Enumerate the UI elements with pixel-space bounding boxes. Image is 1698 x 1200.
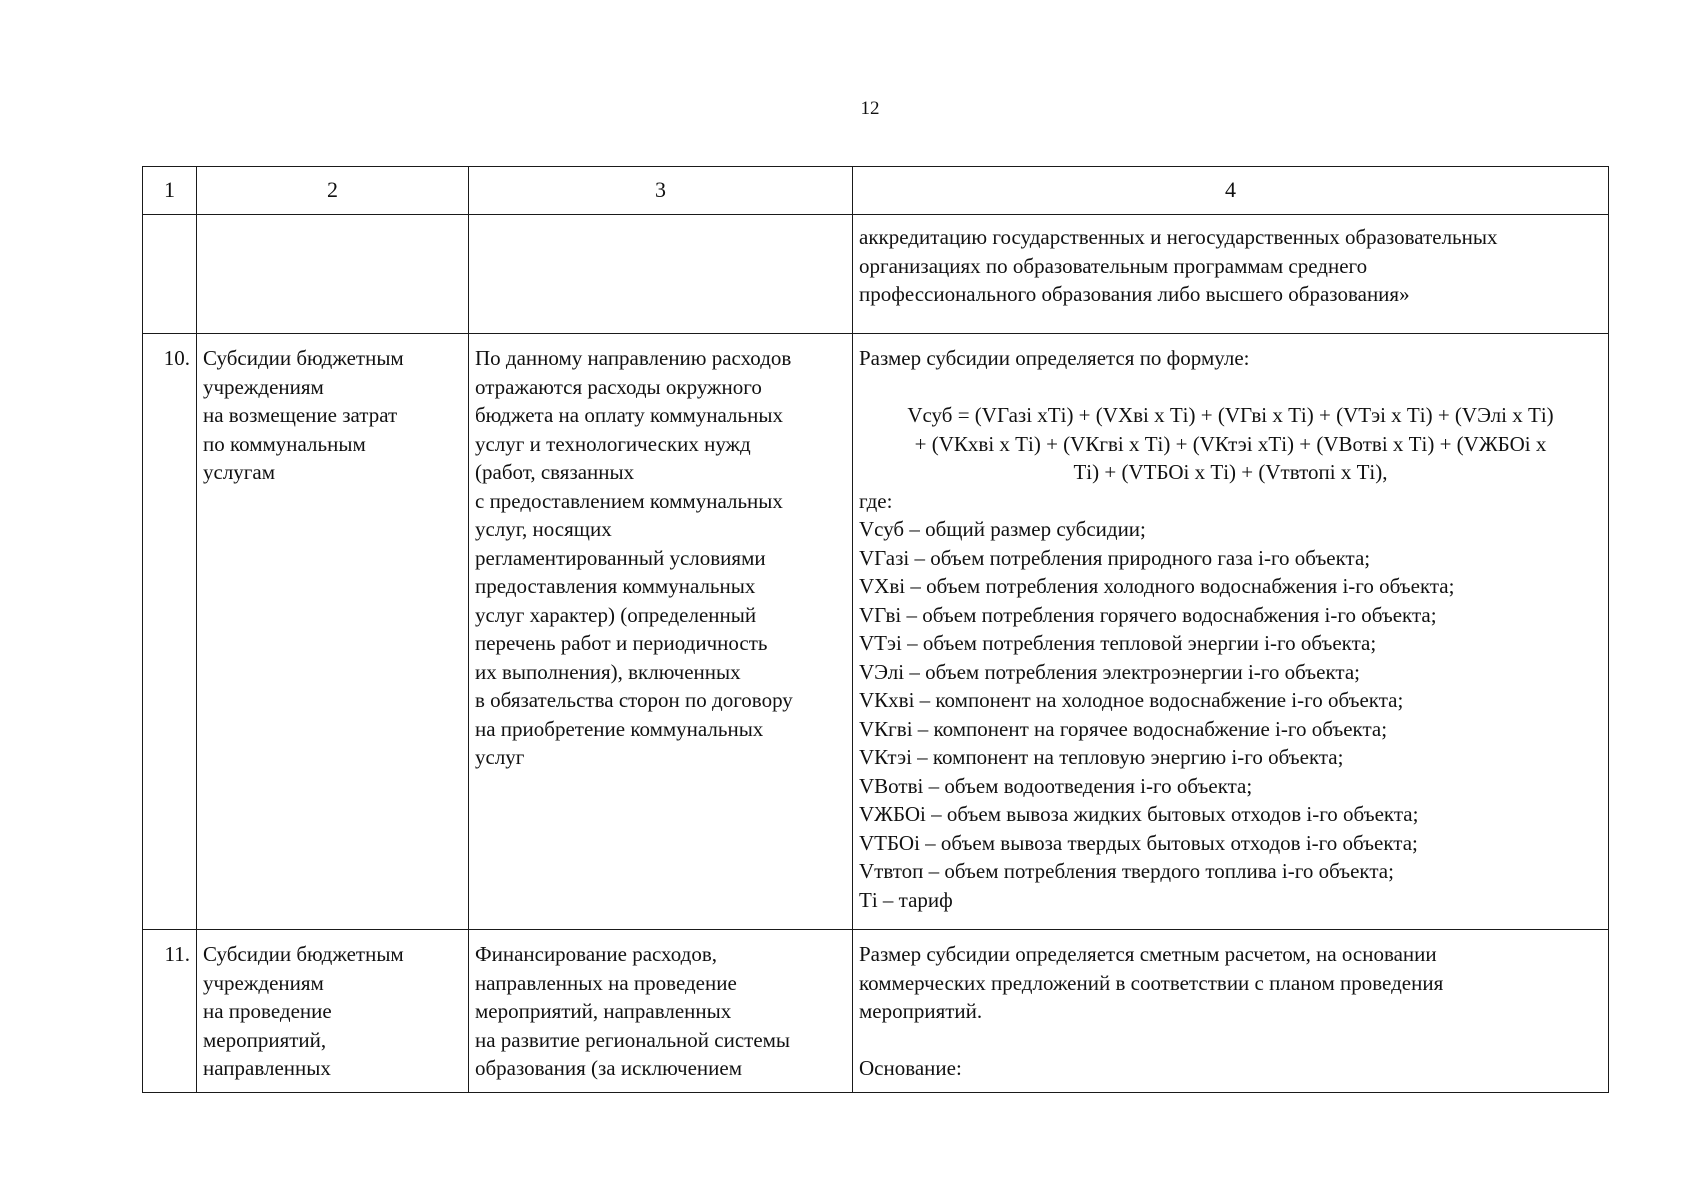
header-cell-2: 2 (197, 167, 469, 215)
formula-legend-line: VКхві – компонент на холодное водоснабжение і-го объекта; (859, 688, 1404, 712)
row10-name-line: на возмещение затрат (203, 403, 398, 427)
page-number: 12 (860, 98, 880, 119)
row11-name-line: Субсидии бюджетным (203, 942, 404, 966)
row10-calculation (853, 334, 1609, 930)
row11-calculation-line: мероприятий. (859, 999, 983, 1023)
row11-subsidy-name (197, 930, 469, 1093)
continuation-cell-3 (469, 215, 853, 334)
row10-description-line: перечень работ и периодичность (475, 631, 768, 655)
row10-subsidy-name (197, 334, 469, 930)
row10-name-line: учреждениям (203, 374, 324, 399)
budget-table (142, 166, 1609, 1093)
formula-legend-line: где: (859, 488, 893, 513)
row10-description-line: регламентированный условиями (475, 545, 766, 570)
row10-name-line: Субсидии бюджетным (203, 346, 404, 370)
continuation-text-line: организациях по образовательным программам среднего (859, 253, 1368, 278)
continuation-cell-1 (143, 215, 197, 334)
row11-description-line: мероприятий, направленных (475, 999, 732, 1023)
row10-description-line: бюджета на оплату коммунальных (475, 403, 783, 427)
formula-line: + (VКхві х Ті) + (VКгві х Ті) + (VКтэі хТі) + (VВотві х Ті) + (VЖБОі х (914, 431, 1547, 456)
row10-description-line: услуг (475, 745, 525, 769)
row11-description-line: Финансирование расходов, (475, 942, 718, 966)
row10-description-line: их выполнения), включенных (475, 659, 741, 684)
formula-legend-line: VКгві – компонент на горячее водоснабжение і-го объекта; (859, 716, 1388, 741)
subsidy-formula (859, 401, 1602, 487)
formula-legend-line: Vтвтоп – объем потребления твердого топлива і-го объекта; (859, 859, 1394, 883)
formula-line: Vсуб = (VГазі хTі) + (VХві х Ті) + (VГві х Ті) + (VТэі х Ті) + (VЭлі х Ті) (907, 403, 1554, 427)
formula-legend-line: VКтэі – компонент на тепловую энергию і-го объекта; (859, 745, 1344, 769)
formula-legend-line: VЖБОі – объем вывоза жидких бытовых отходов і-го объекта; (859, 802, 1419, 826)
row10-description (469, 334, 853, 930)
header-cell-4: 4 (853, 167, 1609, 215)
formula-legend-line: Vсуб – общий размер субсидии; (859, 517, 1146, 541)
header-cell-3: 3 (469, 167, 853, 215)
row11-basis-label: Основание: (859, 1056, 962, 1080)
table-row-continuation (143, 215, 1609, 334)
row10-description-line: услуг характер) (определенный (475, 602, 757, 627)
row11-name-line: мероприятий, (203, 1027, 327, 1052)
row10-description-line: в обязательства сторон по договору (475, 688, 793, 712)
row10-description-line: с предоставлением коммунальных (475, 488, 783, 513)
row11-name-line: учреждениям (203, 970, 324, 995)
row11-description-line: на развитие региональной системы (475, 1027, 791, 1052)
continuation-text-line: аккредитацию государственных и негосударственных образовательных (859, 225, 1498, 249)
formula-legend-line: VХві – объем потребления холодного водоснабжения і-го объекта; (859, 574, 1455, 598)
formula-legend-line: VТБОі – объем вывоза твердых бытовых отходов і-го объекта; (859, 830, 1418, 855)
row11-calculation (853, 930, 1609, 1093)
blank-line (859, 1026, 1602, 1055)
table-header-row (143, 167, 1609, 215)
row10-name-line: по коммунальным (203, 431, 366, 456)
row10-description-line: предоставления коммунальных (475, 574, 756, 598)
row-number-11: 11. (143, 930, 197, 1093)
blank-line (859, 373, 1602, 402)
row10-description-line: услуг и технологических нужд (475, 431, 751, 456)
formula-legend-line: VТэі – объем потребления тепловой энергии і-го объекта; (859, 631, 1377, 655)
row10-description-line: на приобретение коммунальных (475, 716, 764, 741)
row11-calculation-line: коммерческих предложений в соответствии с планом проведения (859, 970, 1444, 995)
table-row-10 (143, 334, 1609, 930)
formula-line: Ті) + (VТБОі х Ті) + (Vтвтопі х Ті), (1073, 460, 1388, 484)
row11-description-line: образования (за исключением (475, 1056, 742, 1080)
row10-formula-intro: Размер субсидии определяется по формуле: (859, 346, 1250, 370)
row11-description-line: направленных на проведение (475, 970, 737, 995)
header-cell-1: 1 (143, 167, 197, 215)
continuation-cell-2 (197, 215, 469, 334)
row11-description (469, 930, 853, 1093)
row10-description-line: услуг, носящих (475, 517, 612, 541)
formula-legend-line: VЭлі – объем потребления электроэнергии і-го объекта; (859, 659, 1360, 684)
formula-legend-line: VГві – объем потребления горячего водоснабжения і-го объекта; (859, 602, 1437, 627)
continuation-text-line: профессионального образования либо высшего образования» (859, 282, 1410, 306)
row11-name-line: на проведение (203, 999, 332, 1023)
formula-legend-line: Ті – тариф (859, 887, 953, 912)
row10-description-line: отражаются расходы окружного (475, 374, 762, 399)
formula-legend-line: VГазі – объем потребления природного газа і-го объекта; (859, 545, 1371, 570)
row10-description-line: (работ, связанных (475, 460, 635, 484)
table-row-11 (143, 930, 1609, 1093)
formula-legend-line: VВотві – объем водоотведения і-го объекта; (859, 773, 1253, 798)
row11-name-line: направленных (203, 1056, 331, 1080)
continuation-cell-4 (853, 215, 1609, 334)
row-number-10: 10. (143, 334, 197, 930)
row10-name-line: услугам (203, 460, 276, 484)
row10-description-line: По данному направлению расходов (475, 346, 792, 370)
row11-calculation-line: Размер субсидии определяется сметным расчетом, на основании (859, 942, 1437, 966)
